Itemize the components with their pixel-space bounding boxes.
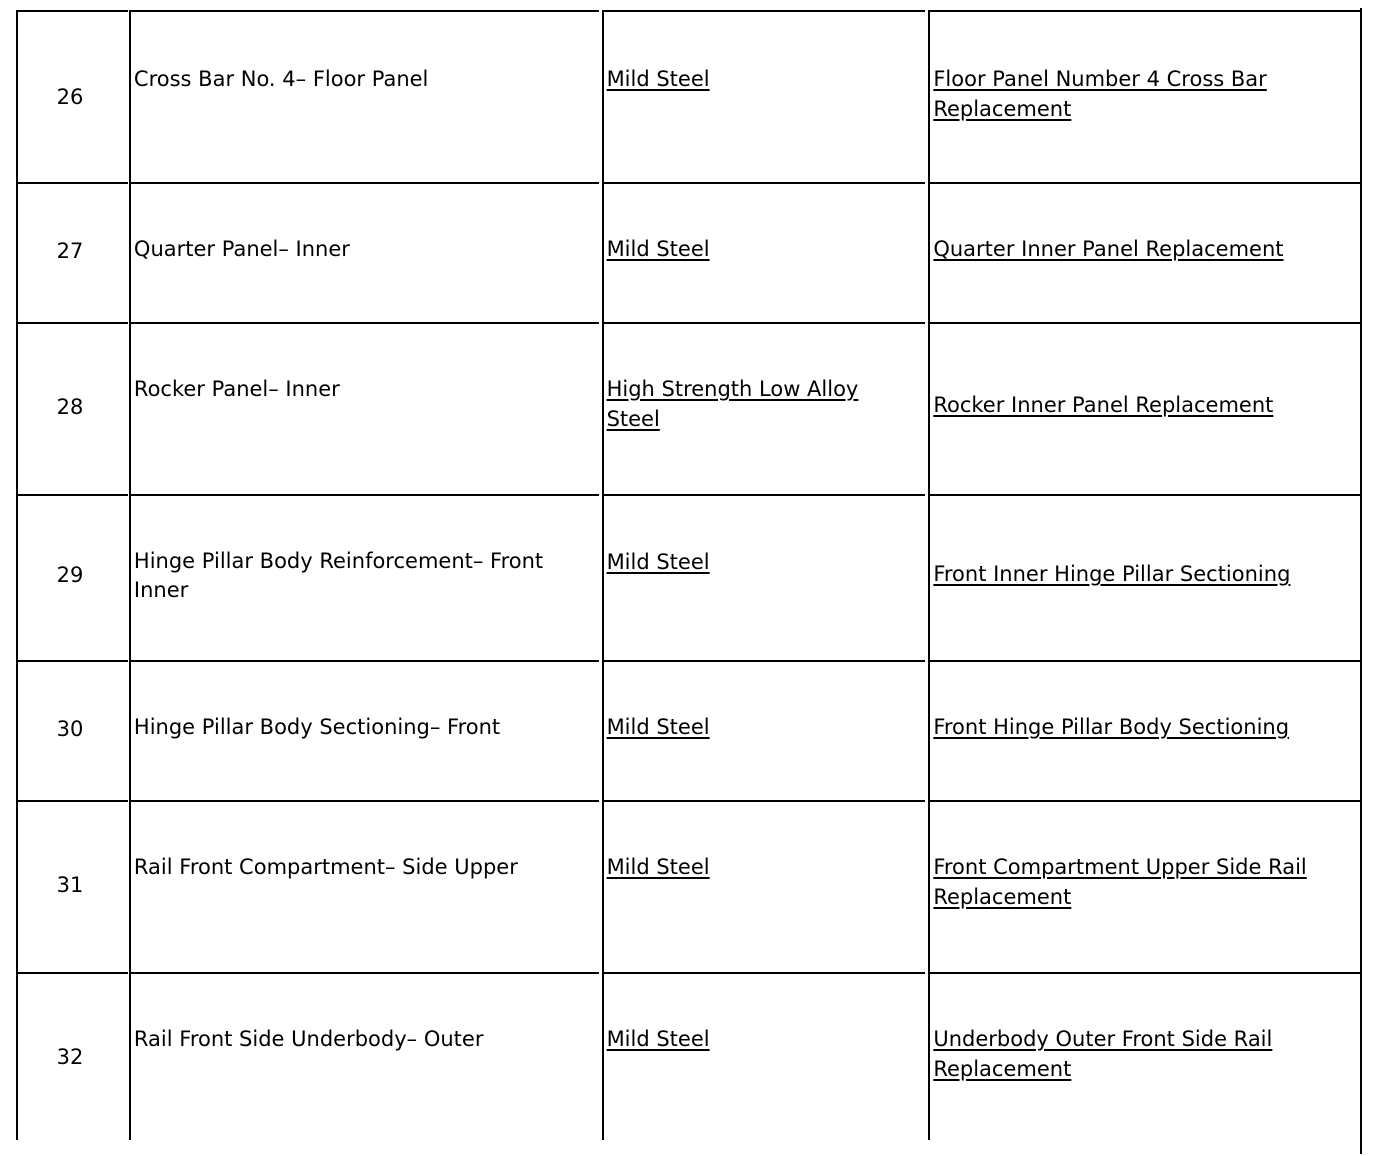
procedure-link[interactable]: Front Inner Hinge Pillar Sectioning xyxy=(933,562,1291,586)
table-row xyxy=(16,800,1362,972)
part-name-cell xyxy=(129,972,599,1140)
row-number-cell xyxy=(16,660,128,800)
table-row xyxy=(16,10,1362,182)
part-name: Hinge Pillar Body Sectioning– Front xyxy=(133,715,501,739)
part-name: Hinge Pillar Body Reinforcement– Front Inner xyxy=(133,549,544,602)
material-link[interactable]: Mild Steel xyxy=(606,1027,710,1051)
procedure-cell xyxy=(928,800,1362,972)
parts-table xyxy=(16,10,1362,1140)
procedure-link[interactable]: Underbody Outer Front Side Rail Replacement xyxy=(933,1027,1273,1081)
row-number-cell xyxy=(16,972,128,1140)
page-right-rule xyxy=(1360,8,1362,1154)
row-number-cell xyxy=(16,10,128,182)
procedure-link[interactable]: Front Hinge Pillar Body Sectioning xyxy=(933,715,1290,739)
procedure-cell xyxy=(928,182,1362,322)
part-name-cell xyxy=(129,800,599,972)
material-cell xyxy=(602,182,926,322)
part-name-cell xyxy=(129,322,599,494)
table-row xyxy=(16,660,1362,800)
row-number: 29 xyxy=(56,563,84,587)
part-name-cell xyxy=(129,660,599,800)
row-number: 27 xyxy=(56,239,84,263)
part-name: Rocker Panel– Inner xyxy=(133,377,340,401)
row-number: 30 xyxy=(56,717,84,741)
row-number-cell xyxy=(16,800,128,972)
material-link[interactable]: Mild Steel xyxy=(606,550,710,574)
procedure-cell xyxy=(928,494,1362,660)
material-cell xyxy=(602,800,926,972)
procedure-link[interactable]: Floor Panel Number 4 Cross Bar Replacement xyxy=(933,67,1267,121)
material-cell xyxy=(602,494,926,660)
table-row xyxy=(16,322,1362,494)
table-row xyxy=(16,182,1362,322)
row-number: 32 xyxy=(56,1045,84,1069)
material-link[interactable]: Mild Steel xyxy=(606,715,710,739)
part-name-cell xyxy=(129,182,599,322)
table-row xyxy=(16,494,1362,660)
row-number: 28 xyxy=(56,395,84,419)
procedure-link[interactable]: Front Compartment Upper Side Rail Replacement xyxy=(933,855,1307,909)
row-number: 31 xyxy=(56,873,84,897)
row-number-cell xyxy=(16,494,128,660)
part-name: Quarter Panel– Inner xyxy=(133,237,350,261)
procedure-cell xyxy=(928,322,1362,494)
part-name: Rail Front Side Underbody– Outer xyxy=(133,1027,484,1051)
material-cell xyxy=(602,10,926,182)
part-name: Rail Front Compartment– Side Upper xyxy=(133,855,518,879)
procedure-link[interactable]: Rocker Inner Panel Replacement xyxy=(933,393,1274,417)
material-link[interactable]: Mild Steel xyxy=(606,855,710,879)
part-name-cell xyxy=(129,494,599,660)
part-name: Cross Bar No. 4– Floor Panel xyxy=(133,67,429,91)
procedure-cell xyxy=(928,10,1362,182)
procedure-link[interactable]: Quarter Inner Panel Replacement xyxy=(933,237,1284,261)
part-name-cell xyxy=(129,10,599,182)
row-number: 26 xyxy=(56,85,84,109)
material-cell xyxy=(602,660,926,800)
material-cell xyxy=(602,322,926,494)
table-row xyxy=(16,972,1362,1140)
material-link[interactable]: High Strength Low Alloy Steel xyxy=(606,377,859,431)
material-cell xyxy=(602,972,926,1140)
material-link[interactable]: Mild Steel xyxy=(606,237,710,261)
row-number-cell xyxy=(16,182,128,322)
procedure-cell xyxy=(928,660,1362,800)
row-number-cell xyxy=(16,322,128,494)
material-link[interactable]: Mild Steel xyxy=(606,67,710,91)
procedure-cell xyxy=(928,972,1362,1140)
